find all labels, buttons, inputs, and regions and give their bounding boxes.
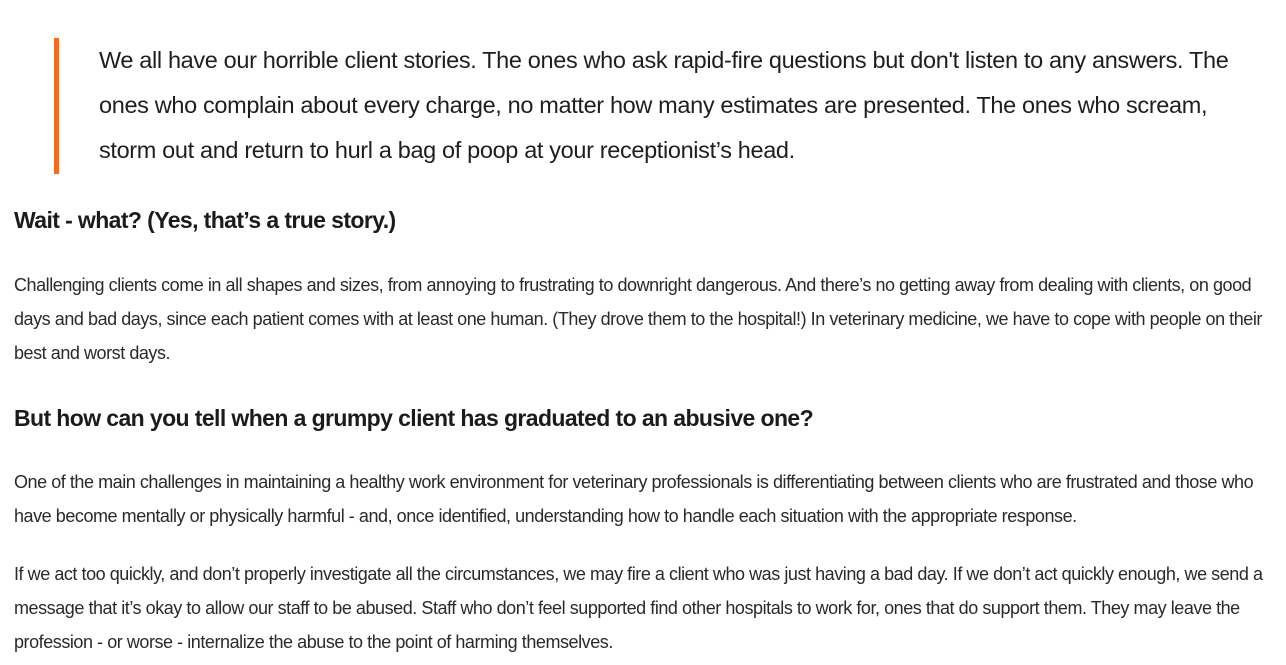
pull-quote-text: We all have our horrible client stories. The ones who ask rapid-fire questions but don't listen to any answers. The ones who complain about every charge, no matter how many estimates are presented. The ones who scream, storm out and return to hurl a bag of poop at your receptionist’s head. [99,47,1229,163]
section-heading-true-story: Wait - what? (Yes, that’s a true story.) [14,207,396,233]
paragraph-main-challenges: One of the main challenges in maintaining a healthy work environment for veterinary professionals is differentiating between clients who are frustrated and those who have become mentally or physically harmful - and, once identified, understanding how to handle each situation with the appropriate response. [14,472,1254,526]
pull-quote [54,38,1286,174]
quote-accent-bar [54,38,59,174]
paragraph-act-quickly: If we act too quickly, and don’t properly investigate all the circumstances, we may fire a client who was just having a bad day. If we don’t act quickly enough, we send a message that it’s okay to allow our staff to be abused. Staff who don’t feel supported find other hospitals to work for, ones that do support them. They may leave the profession - or worse - internalize the abuse to the point of harming themselves. [14,564,1263,652]
paragraph-challenging-clients: Challenging clients come in all shapes and sizes, from annoying to frustrating to downright dangerous. And there’s no getting away from dealing with clients, on good days and bad days, since each patient comes with at least one human. (They drove them to the hospital!) In veterinary medicine, we have to cope with people on their best and worst days. [14,275,1262,363]
section-heading-grumpy-client: But how can you tell when a grumpy client has graduated to an abusive one? [14,405,814,431]
